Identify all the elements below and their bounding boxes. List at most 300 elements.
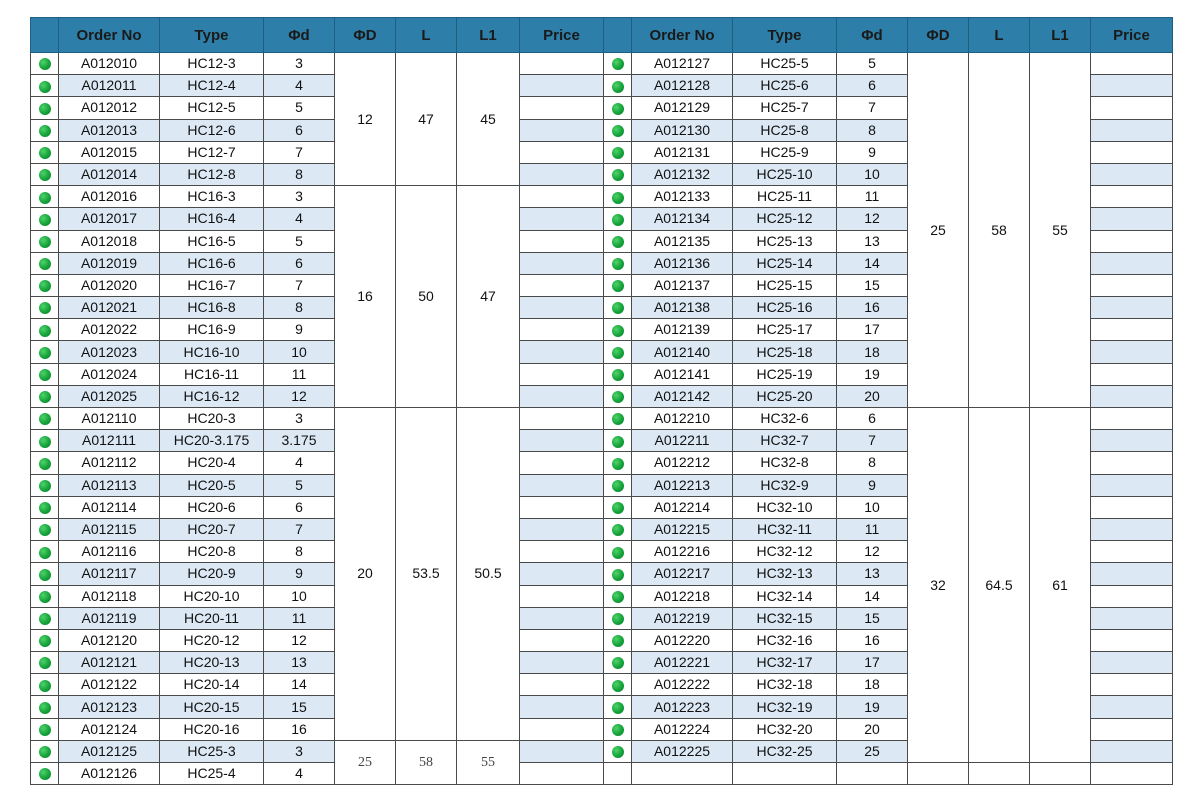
header-length: L <box>396 18 457 53</box>
header-length1: L1 <box>1030 18 1091 53</box>
type-cell: HC32-17 <box>733 652 837 674</box>
green-dot-icon <box>612 325 624 337</box>
order-no-cell: A012019 <box>59 252 160 274</box>
type-cell: HC32-20 <box>733 718 837 740</box>
price-cell <box>520 319 604 341</box>
header-order-no: Order No <box>59 18 160 53</box>
green-dot-icon <box>612 657 624 669</box>
order-no-cell: A012010 <box>59 53 160 75</box>
type-cell: HC25-5 <box>733 53 837 75</box>
header-order-no: Order No <box>632 18 733 53</box>
order-no-cell: A012216 <box>632 541 733 563</box>
small-diameter-cell: 4 <box>264 75 335 97</box>
row-status-cell <box>31 297 59 319</box>
dimension-d-cell <box>908 763 969 785</box>
row-status-cell <box>31 607 59 629</box>
row-status-cell <box>604 674 632 696</box>
type-cell: HC16-3 <box>160 186 264 208</box>
order-no-cell: A012141 <box>632 363 733 385</box>
green-dot-icon <box>39 169 51 181</box>
dimension-d-cell: 25 <box>335 740 396 784</box>
row-status-cell <box>31 496 59 518</box>
price-cell <box>520 452 604 474</box>
green-dot-icon <box>612 524 624 536</box>
green-dot-icon <box>612 81 624 93</box>
price-cell <box>520 496 604 518</box>
small-diameter-cell: 4 <box>264 452 335 474</box>
order-no-cell: A012013 <box>59 119 160 141</box>
type-cell: HC32-12 <box>733 541 837 563</box>
green-dot-icon <box>39 613 51 625</box>
small-diameter-cell: 8 <box>264 163 335 185</box>
small-diameter-cell: 6 <box>264 252 335 274</box>
type-cell: HC16-8 <box>160 297 264 319</box>
price-cell <box>1091 585 1173 607</box>
type-cell: HC32-18 <box>733 674 837 696</box>
type-cell: HC20-3.175 <box>160 430 264 452</box>
price-cell <box>520 629 604 651</box>
price-cell <box>1091 319 1173 341</box>
row-status-cell <box>31 674 59 696</box>
green-dot-icon <box>612 280 624 292</box>
green-dot-icon <box>612 369 624 381</box>
header-small-diameter: Φd <box>837 18 908 53</box>
green-dot-icon <box>612 413 624 425</box>
price-cell <box>1091 696 1173 718</box>
price-cell <box>520 740 604 762</box>
row-status-cell <box>31 230 59 252</box>
price-cell <box>1091 53 1173 75</box>
row-status-cell <box>31 718 59 740</box>
small-diameter-cell: 8 <box>837 119 908 141</box>
green-dot-icon <box>39 369 51 381</box>
green-dot-icon <box>39 192 51 204</box>
row-status-cell <box>604 53 632 75</box>
row-status-cell <box>31 119 59 141</box>
row-status-cell <box>604 75 632 97</box>
small-diameter-cell: 13 <box>837 230 908 252</box>
row-status-cell <box>604 208 632 230</box>
green-dot-icon <box>612 458 624 470</box>
type-cell: HC16-7 <box>160 274 264 296</box>
green-dot-icon <box>39 302 51 314</box>
green-dot-icon <box>612 58 624 70</box>
order-no-cell: A012212 <box>632 452 733 474</box>
dimension-l1-cell <box>1030 763 1091 785</box>
order-no-cell: A012137 <box>632 274 733 296</box>
type-cell: HC25-20 <box>733 385 837 407</box>
order-no-cell <box>632 763 733 785</box>
green-dot-icon <box>612 214 624 226</box>
dimension-l1-cell: 55 <box>1030 53 1091 408</box>
green-dot-icon <box>612 547 624 559</box>
order-no-cell: A012119 <box>59 607 160 629</box>
price-cell <box>520 119 604 141</box>
price-cell <box>1091 740 1173 762</box>
order-no-cell: A012211 <box>632 430 733 452</box>
price-cell <box>520 363 604 385</box>
row-status-cell <box>604 452 632 474</box>
small-diameter-cell: 5 <box>264 230 335 252</box>
type-cell: HC25-7 <box>733 97 837 119</box>
row-status-cell <box>31 274 59 296</box>
price-cell <box>1091 474 1173 496</box>
green-dot-icon <box>39 391 51 403</box>
row-status-cell <box>31 541 59 563</box>
green-dot-icon <box>39 502 51 514</box>
header-length1: L1 <box>457 18 520 53</box>
type-cell: HC32-19 <box>733 696 837 718</box>
order-no-cell: A012012 <box>59 97 160 119</box>
green-dot-icon <box>39 547 51 559</box>
type-cell: HC25-11 <box>733 186 837 208</box>
row-status-cell <box>31 563 59 585</box>
price-cell <box>1091 230 1173 252</box>
green-dot-icon <box>39 591 51 603</box>
green-dot-icon <box>612 569 624 581</box>
order-no-cell: A012114 <box>59 496 160 518</box>
small-diameter-cell: 7 <box>264 141 335 163</box>
small-diameter-cell: 14 <box>264 674 335 696</box>
type-cell: HC20-12 <box>160 629 264 651</box>
price-cell <box>1091 141 1173 163</box>
dimension-d-cell: 25 <box>908 53 969 408</box>
order-no-cell: A012130 <box>632 119 733 141</box>
row-status-cell <box>604 652 632 674</box>
order-no-cell: A012020 <box>59 274 160 296</box>
green-dot-icon <box>39 458 51 470</box>
price-cell <box>520 230 604 252</box>
type-cell: HC20-15 <box>160 696 264 718</box>
order-no-cell: A012018 <box>59 230 160 252</box>
type-cell: HC20-5 <box>160 474 264 496</box>
small-diameter-cell: 3 <box>264 740 335 762</box>
price-cell <box>520 696 604 718</box>
dimension-l1-cell: 45 <box>457 53 520 186</box>
price-cell <box>1091 119 1173 141</box>
small-diameter-cell: 6 <box>837 75 908 97</box>
type-cell: HC25-17 <box>733 319 837 341</box>
small-diameter-cell: 13 <box>837 563 908 585</box>
price-cell <box>520 430 604 452</box>
type-cell: HC32-25 <box>733 740 837 762</box>
row-status-cell <box>604 274 632 296</box>
type-cell: HC20-10 <box>160 585 264 607</box>
small-diameter-cell: 11 <box>264 363 335 385</box>
price-cell <box>520 408 604 430</box>
price-cell <box>1091 563 1173 585</box>
row-status-cell <box>604 585 632 607</box>
row-status-cell <box>604 230 632 252</box>
order-no-cell: A012015 <box>59 141 160 163</box>
type-cell: HC16-10 <box>160 341 264 363</box>
dimension-d-cell: 32 <box>908 408 969 763</box>
small-diameter-cell: 7 <box>837 97 908 119</box>
row-status-cell <box>31 319 59 341</box>
row-status-cell <box>31 97 59 119</box>
green-dot-icon <box>612 169 624 181</box>
green-dot-icon <box>39 436 51 448</box>
type-cell: HC20-16 <box>160 718 264 740</box>
small-diameter-cell: 8 <box>264 541 335 563</box>
type-cell: HC25-13 <box>733 230 837 252</box>
order-no-cell: A012022 <box>59 319 160 341</box>
green-dot-icon <box>39 724 51 736</box>
type-cell: HC12-6 <box>160 119 264 141</box>
order-no-cell: A012220 <box>632 629 733 651</box>
small-diameter-cell: 3 <box>264 408 335 430</box>
price-cell <box>1091 496 1173 518</box>
green-dot-icon <box>39 347 51 359</box>
order-no-cell: A012138 <box>632 297 733 319</box>
row-status-cell <box>604 408 632 430</box>
small-diameter-cell: 14 <box>837 585 908 607</box>
price-cell <box>1091 541 1173 563</box>
price-cell <box>1091 363 1173 385</box>
order-no-cell: A012225 <box>632 740 733 762</box>
dimension-l-cell: 50 <box>396 186 457 408</box>
small-diameter-cell: 3 <box>264 53 335 75</box>
table-row <box>31 408 1173 430</box>
price-cell <box>520 718 604 740</box>
row-status-cell <box>31 474 59 496</box>
row-status-cell <box>604 518 632 540</box>
order-no-cell: A012223 <box>632 696 733 718</box>
price-cell <box>520 385 604 407</box>
small-diameter-cell: 11 <box>264 607 335 629</box>
small-diameter-cell: 16 <box>837 297 908 319</box>
order-no-cell: A012118 <box>59 585 160 607</box>
dimension-l-cell: 47 <box>396 53 457 186</box>
small-diameter-cell: 13 <box>264 652 335 674</box>
small-diameter-cell: 3.175 <box>264 430 335 452</box>
row-status-cell <box>31 430 59 452</box>
price-cell <box>520 208 604 230</box>
type-cell: HC32-16 <box>733 629 837 651</box>
small-diameter-cell: 9 <box>264 319 335 341</box>
small-diameter-cell: 20 <box>837 718 908 740</box>
price-cell <box>520 297 604 319</box>
order-no-cell: A012132 <box>632 163 733 185</box>
row-status-cell <box>604 629 632 651</box>
row-status-cell <box>31 252 59 274</box>
small-diameter-cell: 10 <box>264 585 335 607</box>
small-diameter-cell: 4 <box>264 763 335 785</box>
type-cell: HC20-9 <box>160 563 264 585</box>
type-cell: HC25-15 <box>733 274 837 296</box>
small-diameter-cell: 9 <box>837 474 908 496</box>
price-cell <box>520 252 604 274</box>
small-diameter-cell: 9 <box>264 563 335 585</box>
price-cell <box>1091 97 1173 119</box>
row-status-cell <box>604 363 632 385</box>
row-status-cell <box>604 563 632 585</box>
row-status-cell <box>31 75 59 97</box>
type-cell: HC16-6 <box>160 252 264 274</box>
row-status-cell <box>604 607 632 629</box>
row-status-cell <box>31 652 59 674</box>
type-cell: HC16-5 <box>160 230 264 252</box>
small-diameter-cell: 15 <box>837 274 908 296</box>
order-no-cell: A012218 <box>632 585 733 607</box>
type-cell: HC32-7 <box>733 430 837 452</box>
row-status-cell <box>604 430 632 452</box>
type-cell: HC32-11 <box>733 518 837 540</box>
green-dot-icon <box>612 302 624 314</box>
price-cell <box>1091 430 1173 452</box>
small-diameter-cell: 8 <box>264 297 335 319</box>
price-cell <box>520 163 604 185</box>
small-diameter-cell: 5 <box>837 53 908 75</box>
small-diameter-cell: 17 <box>837 319 908 341</box>
small-diameter-cell: 5 <box>264 474 335 496</box>
order-no-cell: A012215 <box>632 518 733 540</box>
type-cell: HC12-3 <box>160 53 264 75</box>
price-cell <box>520 541 604 563</box>
row-status-cell <box>31 141 59 163</box>
small-diameter-cell: 12 <box>837 541 908 563</box>
order-no-cell: A012125 <box>59 740 160 762</box>
order-no-cell: A012117 <box>59 563 160 585</box>
order-no-cell: A012014 <box>59 163 160 185</box>
row-status-cell <box>31 186 59 208</box>
type-cell: HC20-6 <box>160 496 264 518</box>
small-diameter-cell: 6 <box>837 408 908 430</box>
small-diameter-cell: 15 <box>837 607 908 629</box>
product-table <box>30 17 1173 785</box>
small-diameter-cell: 12 <box>264 629 335 651</box>
row-status-cell <box>31 363 59 385</box>
green-dot-icon <box>39 103 51 115</box>
small-diameter-cell: 10 <box>837 496 908 518</box>
type-cell: HC25-6 <box>733 75 837 97</box>
order-no-cell: A012113 <box>59 474 160 496</box>
green-dot-icon <box>612 635 624 647</box>
header-type: Type <box>160 18 264 53</box>
row-status-cell <box>604 163 632 185</box>
type-cell: HC25-18 <box>733 341 837 363</box>
small-diameter-cell: 9 <box>837 141 908 163</box>
type-cell: HC20-8 <box>160 541 264 563</box>
type-cell: HC25-8 <box>733 119 837 141</box>
small-diameter-cell: 7 <box>264 518 335 540</box>
price-cell <box>520 474 604 496</box>
small-diameter-cell: 18 <box>837 674 908 696</box>
row-status-cell <box>31 208 59 230</box>
small-diameter-cell: 6 <box>264 119 335 141</box>
header-price: Price <box>1091 18 1173 53</box>
order-no-cell: A012110 <box>59 408 160 430</box>
price-cell <box>1091 252 1173 274</box>
table-row <box>31 53 1173 75</box>
green-dot-icon <box>612 480 624 492</box>
small-diameter-cell: 14 <box>837 252 908 274</box>
type-cell: HC20-13 <box>160 652 264 674</box>
small-diameter-cell: 6 <box>264 496 335 518</box>
green-dot-icon <box>39 325 51 337</box>
type-cell: HC20-4 <box>160 452 264 474</box>
row-status-cell <box>604 186 632 208</box>
table-row <box>31 763 1173 785</box>
price-cell <box>1091 674 1173 696</box>
price-cell <box>1091 763 1173 785</box>
small-diameter-cell: 25 <box>837 740 908 762</box>
dimension-l-cell: 58 <box>396 740 457 784</box>
row-status-cell <box>604 496 632 518</box>
type-cell: HC12-5 <box>160 97 264 119</box>
type-cell: HC32-15 <box>733 607 837 629</box>
row-status-cell <box>604 319 632 341</box>
green-dot-icon <box>612 502 624 514</box>
green-dot-icon <box>612 702 624 714</box>
order-no-cell: A012124 <box>59 718 160 740</box>
row-status-cell <box>604 541 632 563</box>
small-diameter-cell: 11 <box>837 518 908 540</box>
green-dot-icon <box>39 236 51 248</box>
type-cell: HC25-3 <box>160 740 264 762</box>
small-diameter-cell: 8 <box>837 452 908 474</box>
small-diameter-cell: 18 <box>837 341 908 363</box>
row-status-cell <box>604 341 632 363</box>
order-no-cell: A012126 <box>59 763 160 785</box>
row-status-cell <box>31 163 59 185</box>
type-cell: HC16-9 <box>160 319 264 341</box>
green-dot-icon <box>39 81 51 93</box>
green-dot-icon <box>39 480 51 492</box>
green-dot-icon <box>39 702 51 714</box>
price-cell <box>520 607 604 629</box>
header-indicator <box>31 18 59 53</box>
header-small-diameter: Φd <box>264 18 335 53</box>
order-no-cell: A012222 <box>632 674 733 696</box>
row-status-cell <box>31 629 59 651</box>
dimension-l-cell <box>969 763 1030 785</box>
type-cell: HC20-14 <box>160 674 264 696</box>
small-diameter-cell: 19 <box>837 363 908 385</box>
type-cell: HC25-19 <box>733 363 837 385</box>
dimension-d-cell: 16 <box>335 186 396 408</box>
green-dot-icon <box>39 635 51 647</box>
order-no-cell: A012016 <box>59 186 160 208</box>
header-indicator <box>604 18 632 53</box>
type-cell: HC12-7 <box>160 141 264 163</box>
dimension-l1-cell: 50.5 <box>457 408 520 741</box>
row-status-cell <box>604 119 632 141</box>
small-diameter-cell: 17 <box>837 652 908 674</box>
row-status-cell <box>31 740 59 762</box>
order-no-cell: A012224 <box>632 718 733 740</box>
row-status-cell <box>604 385 632 407</box>
dimension-d-cell: 20 <box>335 408 396 741</box>
row-status-cell <box>604 97 632 119</box>
dimension-l1-cell: 55 <box>457 740 520 784</box>
green-dot-icon <box>612 236 624 248</box>
green-dot-icon <box>612 613 624 625</box>
row-status-cell <box>604 763 632 785</box>
type-cell: HC25-4 <box>160 763 264 785</box>
row-status-cell <box>31 763 59 785</box>
price-cell <box>1091 297 1173 319</box>
header-price: Price <box>520 18 604 53</box>
green-dot-icon <box>612 746 624 758</box>
order-no-cell: A012127 <box>632 53 733 75</box>
type-cell: HC32-13 <box>733 563 837 585</box>
small-diameter-cell: 11 <box>837 186 908 208</box>
row-status-cell <box>604 718 632 740</box>
green-dot-icon <box>612 724 624 736</box>
green-dot-icon <box>612 591 624 603</box>
order-no-cell: A012112 <box>59 452 160 474</box>
